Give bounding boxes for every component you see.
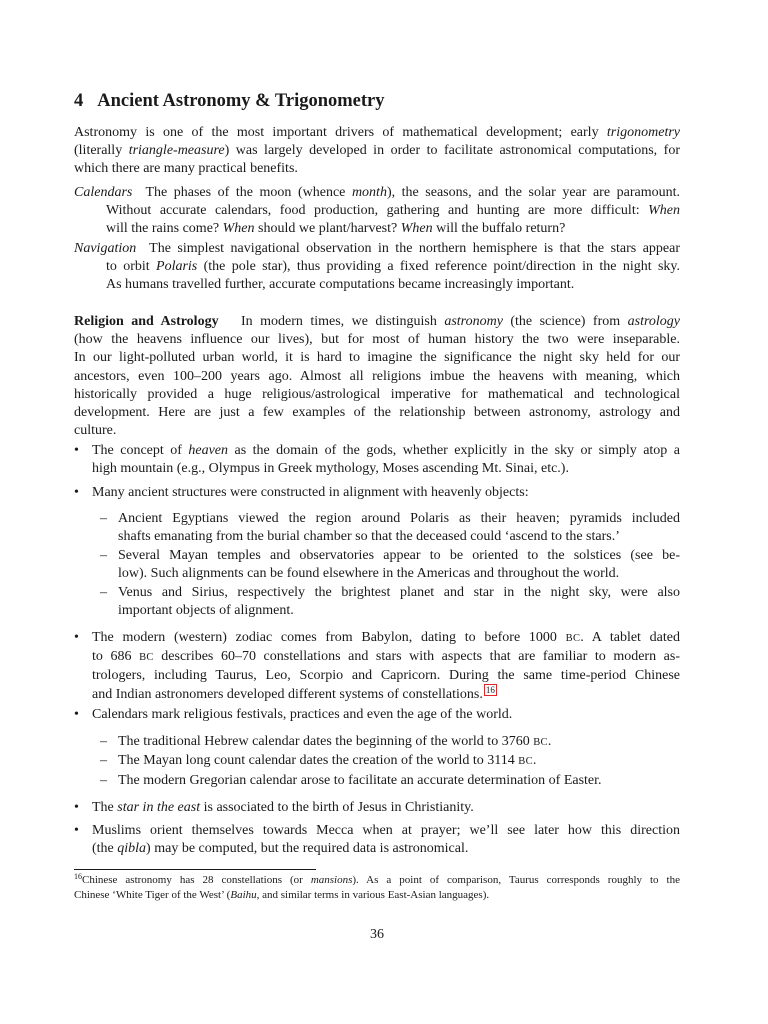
- text-run: to orbit: [106, 259, 157, 275]
- text-run: Calendars mark religious festivals, practices and even the age of the world.: [92, 707, 513, 722]
- text-run: Chinese ‘White Tiger of the West’ (: [74, 889, 231, 901]
- text-run: Several Mayan temples and observatories appear to be oriented to the solstices (see be-: [118, 548, 680, 563]
- sub-list-item: [100, 510, 680, 546]
- text-run: ) was largely developed in order to facilitate astronomical computations, for: [224, 143, 681, 159]
- sub-list-item: [100, 584, 680, 620]
- text-run: (the pole star), thus providing a fixed reference point/direction in the night sky.: [197, 259, 680, 275]
- list-item: [74, 442, 680, 478]
- dash-icon: –: [100, 511, 107, 526]
- text-run: [118, 752, 680, 771]
- text-run: ancestors, even 100–200 years ago. Almost all religions imbue the heavens with meaning, which: [74, 368, 680, 384]
- text-run: mansions: [310, 874, 353, 886]
- dash-icon: –: [100, 585, 107, 600]
- text-run: culture.: [74, 423, 117, 439]
- bullet-icon: •: [74, 800, 79, 815]
- text-run: , and similar terms in various East-Asian languages).: [256, 889, 490, 901]
- text-run: [106, 258, 680, 276]
- footnote-rule: [74, 869, 316, 870]
- text-run: should we plant/harvest?: [254, 221, 401, 237]
- text-run: Many ancient structures were constructed in alignment with heavenly objects:: [92, 485, 529, 500]
- text-run: month: [351, 185, 387, 200]
- text-run: Venus and Sirius, respectively the brightest planet and star in the night sky, were also: [118, 585, 680, 600]
- text-run: When: [648, 203, 680, 219]
- text-run: [74, 142, 680, 160]
- dash-icon: –: [100, 548, 107, 563]
- text-run: describes 60–70 constellations and stars with aspects that are familiar to modern as-: [153, 649, 680, 665]
- text-run: [118, 733, 680, 752]
- text-run: [74, 873, 680, 888]
- calendars-term: Calendars: [74, 185, 133, 200]
- list-item: [74, 799, 680, 817]
- bullet-icon: •: [74, 823, 79, 838]
- text-run: BC: [518, 756, 533, 767]
- text-run: BC: [533, 737, 548, 748]
- text-run: Ancient Egyptians viewed the region around Polaris as their heaven; pyramids included: [118, 511, 680, 526]
- text-run: is associated to the birth of Jesus in Christianity.: [200, 800, 474, 815]
- text-run: triangle-measure: [128, 143, 225, 159]
- list-item: [74, 706, 680, 724]
- text-run: (the: [92, 841, 118, 857]
- religion-paragraph: [74, 313, 680, 440]
- section-number: 4: [74, 91, 84, 111]
- text-run: shafts emanating from the burial chamber so that the deceased could ‘ascend to the stars.’: [118, 529, 620, 545]
- dash-icon: –: [100, 773, 107, 788]
- text-run: as the domain of the gods, whether explicitly in the sky or simply atop a: [228, 443, 680, 458]
- text-run: [74, 184, 680, 202]
- text-run: The modern (western) zodiac comes from Babylon, dating to before 1000: [92, 630, 566, 645]
- navigation-term: Navigation: [74, 241, 137, 256]
- section-heading: [74, 90, 385, 112]
- text-run: trologers, including Taurus, Leo, Scorpio and Capricorn. During the same time-period Chinese: [92, 668, 680, 684]
- text-run: The: [92, 800, 118, 815]
- text-run: The modern Gregorian calendar arose to facilitate an accurate determination of Easter.: [118, 773, 602, 788]
- text-run: will the rains come?: [106, 221, 223, 237]
- text-run: ). As a point of comparison, Taurus corresponds roughly to the: [352, 874, 680, 886]
- text-run: BC: [139, 652, 154, 664]
- section-title: Ancient Astronomy & Trigonometry: [97, 91, 385, 111]
- document-page: [74, 0, 680, 1024]
- text-run: When: [400, 221, 433, 237]
- text-run: qibla: [117, 841, 147, 857]
- text-run: trigonometry: [606, 125, 680, 140]
- religion-heading: Religion and Astrology: [74, 314, 219, 329]
- text-run: The traditional Hebrew calendar dates the beginning of the world to 3760: [118, 734, 534, 749]
- text-run: [92, 648, 680, 667]
- intro-paragraph: [74, 124, 680, 179]
- text-run: BC: [565, 633, 581, 644]
- text-run: The concept of: [92, 443, 189, 458]
- bullet-icon: •: [74, 707, 79, 722]
- text-run: In modern times, we distinguish: [240, 314, 445, 329]
- text-run: The Mayan long count calendar dates the creation of the world to 3114: [118, 753, 519, 768]
- text-run: astrology: [627, 314, 680, 329]
- text-run: [106, 220, 680, 238]
- text-run: Polaris: [156, 259, 198, 275]
- text-run: [74, 124, 680, 142]
- text-run: (literally: [74, 143, 129, 159]
- list-item: [74, 822, 680, 858]
- text-run: [92, 799, 680, 817]
- text-run: [92, 840, 680, 858]
- text-run: Astronomy is one of the most important drivers of mathematical development; early: [74, 125, 607, 140]
- bullet-icon: •: [74, 485, 79, 500]
- footnote-link[interactable]: 16: [485, 684, 495, 695]
- footnote: [74, 873, 680, 903]
- text-run: to 686: [92, 649, 140, 665]
- text-run: will the buffalo return?: [432, 221, 566, 237]
- text-run: .: [547, 734, 552, 749]
- text-run: star in the east: [117, 800, 201, 815]
- bullet-icon: •: [74, 443, 79, 458]
- text-run: The simplest navigational observation in the northern hemisphere is that the stars appear: [149, 241, 680, 256]
- dash-icon: –: [100, 753, 107, 768]
- text-run: [106, 202, 680, 220]
- sub-list-item: [100, 772, 680, 790]
- text-run: Baihu: [230, 889, 257, 901]
- text-run: ), the seasons, and the solar year are paramount.: [386, 185, 680, 200]
- dash-icon: –: [100, 734, 107, 749]
- text-run: When: [222, 221, 255, 237]
- text-run: [92, 442, 680, 460]
- text-run: In our light-polluted urban world, it is hard to imagine the significance the night sky held for our: [74, 350, 680, 366]
- sub-list-item: [100, 547, 680, 583]
- text-run: and Indian astronomers developed different systems of constellations.: [92, 686, 483, 702]
- text-run: important objects of alignment.: [118, 603, 294, 619]
- text-run: Chinese astronomy has 28 constellations (or: [82, 874, 311, 886]
- text-run: heaven: [188, 443, 229, 458]
- text-run: high mountain (e.g., Olympus in Greek mythology, Moses ascending Mt. Sinai, etc.).: [92, 461, 569, 477]
- text-run: ) may be computed, but the required data is astronomical.: [146, 841, 469, 857]
- text-run: The phases of the moon (whence: [145, 185, 352, 200]
- text-run: [74, 240, 680, 258]
- list-item: [74, 484, 680, 502]
- page-number: 36: [370, 927, 384, 942]
- text-run: Muslims orient themselves towards Mecca when at prayer; we’ll see later how this direction: [92, 823, 680, 838]
- footnote-mark: 16: [74, 872, 82, 881]
- text-run: low). Such alignments can be found elsewhere in the Americas and throughout the world.: [118, 566, 620, 582]
- text-run: [74, 313, 680, 331]
- text-run: development. Here are just a few examples of the relationship between astronomy, astrology and: [74, 405, 680, 421]
- text-run: .: [532, 753, 537, 768]
- navigation-item: [74, 240, 680, 295]
- text-run: historically provided a huge religious/astrological imperative for mathematical and technological: [74, 386, 680, 402]
- sub-list-item: [100, 752, 680, 771]
- text-run: [92, 629, 680, 648]
- text-run: As humans travelled further, accurate computations became increasingly important.: [106, 277, 575, 293]
- text-run: (how the heavens influence our lives), but for most of human history the two were inseparable.: [74, 332, 680, 348]
- calendars-item: [74, 184, 680, 239]
- text-run: [74, 888, 680, 903]
- text-run: which there are many practical benefits.: [74, 161, 298, 177]
- bullet-icon: •: [74, 630, 79, 645]
- text-run: (the science) from: [502, 314, 628, 329]
- list-item: [74, 629, 680, 704]
- text-run: [92, 686, 680, 704]
- sub-list-item: [100, 733, 680, 752]
- text-run: . A tablet dated: [580, 630, 680, 645]
- text-run: Without accurate calendars, food production, gathering and hunting are more difficult:: [106, 203, 649, 219]
- text-run: astronomy: [444, 314, 503, 329]
